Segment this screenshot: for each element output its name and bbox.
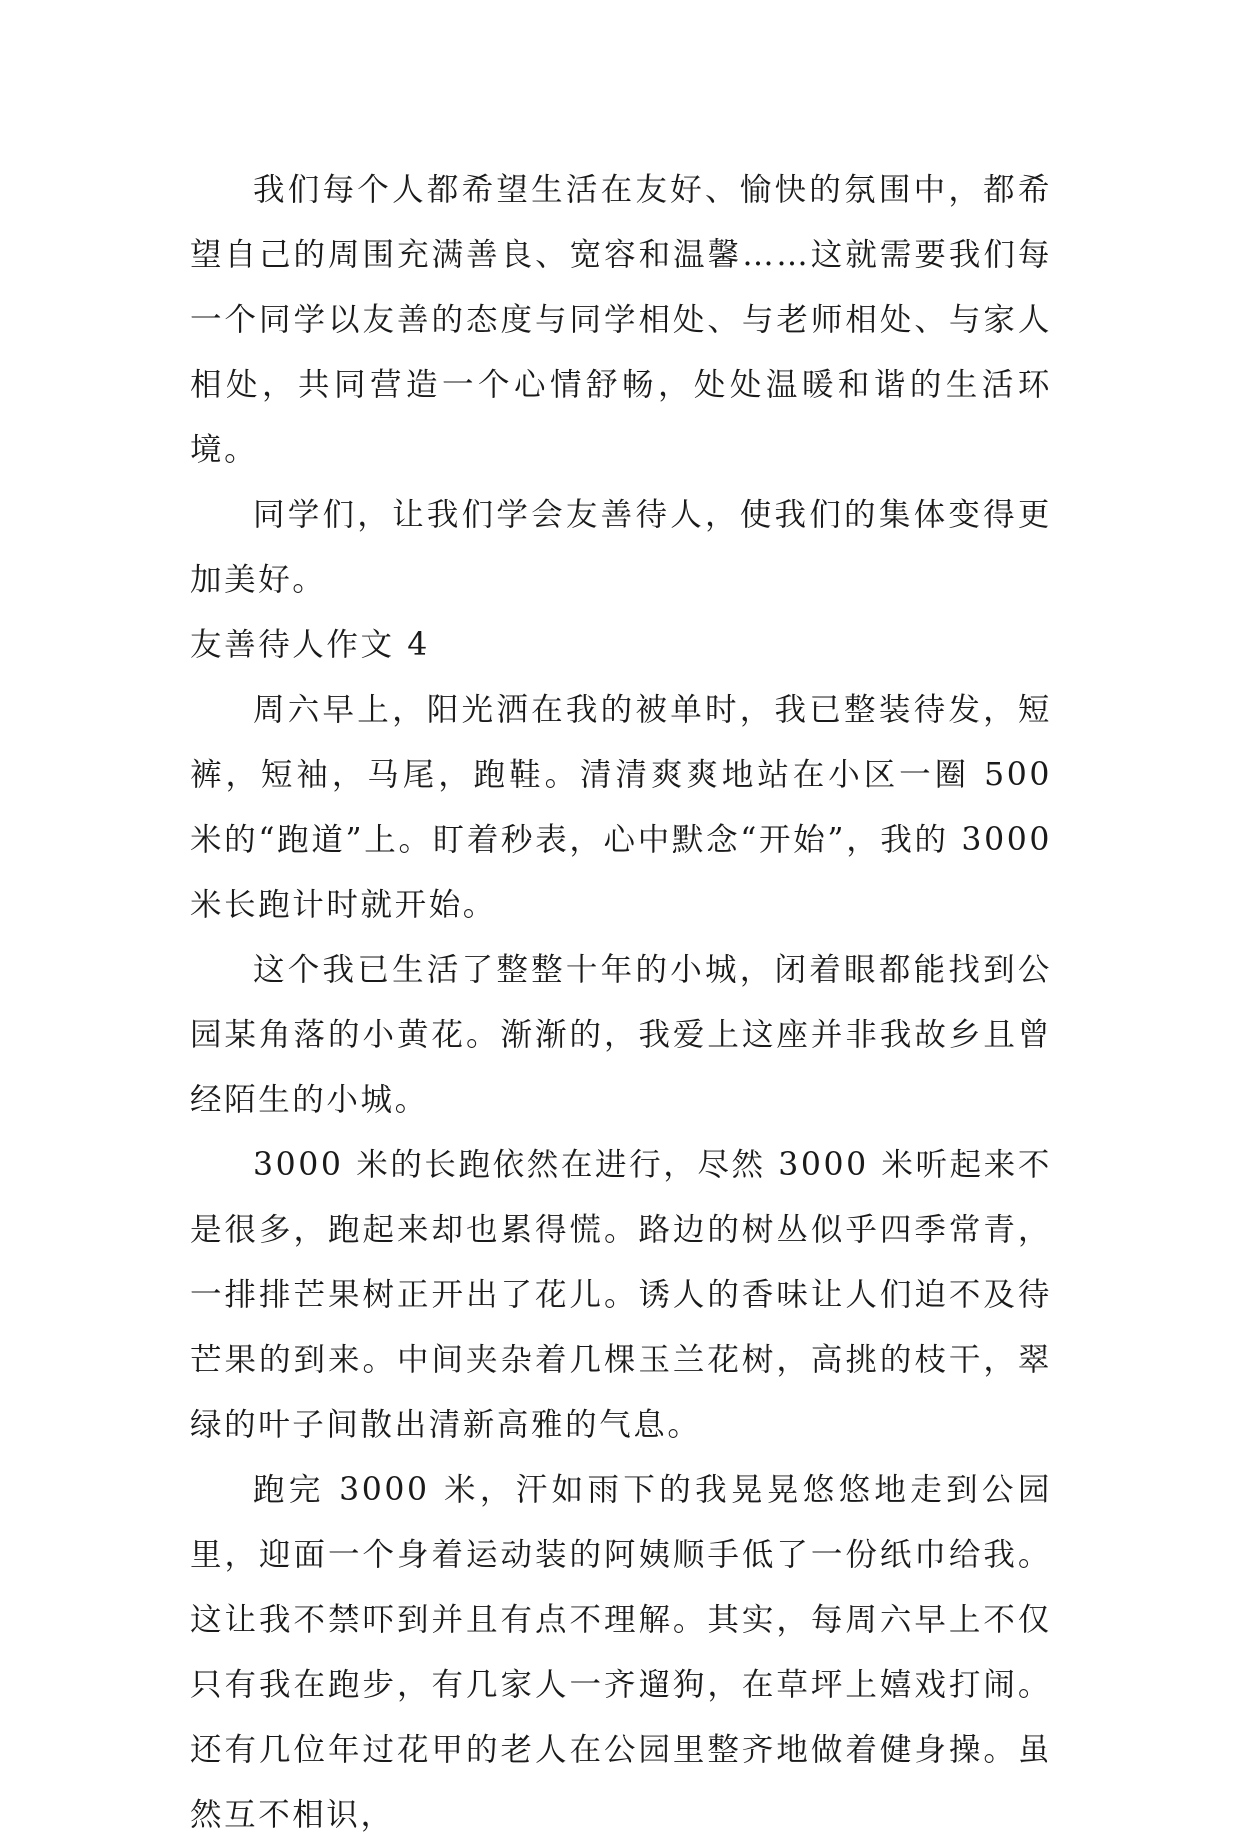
document-body (190, 158, 1052, 1848)
paragraph: 同学们，让我们学会友善待人，使我们的集体变得更加美好。 (190, 497, 1052, 598)
paragraph: 周六早上，阳光洒在我的被单时，我已整装待发，短裤，短袖，马尾，跑鞋。清清爽爽地站在小区一圈 500 米的“跑道”上。盯着秒表，心中默念“开始”，我的 3000 米长跑计时就开始。 (190, 692, 1052, 923)
paragraph: 跑完 3000 米，汗如雨下的我晃晃悠悠地走到公园里，迎面一个身着运动装的阿姨顺手低了一份纸巾给我。这让我不禁吓到并且有点不理解。其实，每周六早上不仅只有我在跑步，有几家人一齐遛狗，在草坪上嬉戏打闹。还有几位年过花甲的老人在公园里整齐地做着健身操。虽然互不相识， (190, 1472, 1052, 1833)
section-heading: 友善待人作文 4 (190, 627, 430, 663)
paragraph: 这个我已生活了整整十年的小城，闭着眼都能找到公园某角落的小黄花。渐渐的，我爱上这座并非我故乡且曾经陌生的小城。 (190, 952, 1052, 1118)
paragraph: 3000 米的长跑依然在进行，尽然 3000 米听起来不是很多，跑起来却也累得慌。路边的树丛似乎四季常青，一排排芒果树正开出了花儿。诱人的香味让人们迫不及待芒果的到来。中间夹杂着几棵玉兰花树，高挑的枝干，翠绿的叶子间散出清新高雅的气息。 (190, 1147, 1052, 1443)
paragraph: 我们每个人都希望生活在友好、愉快的氛围中，都希望自己的周围充满善良、宽容和温馨……这就需要我们每一个同学以友善的态度与同学相处、与老师相处、与家人相处，共同营造一个心情舒畅，处处温暖和谐的生活环境。 (190, 172, 1052, 468)
